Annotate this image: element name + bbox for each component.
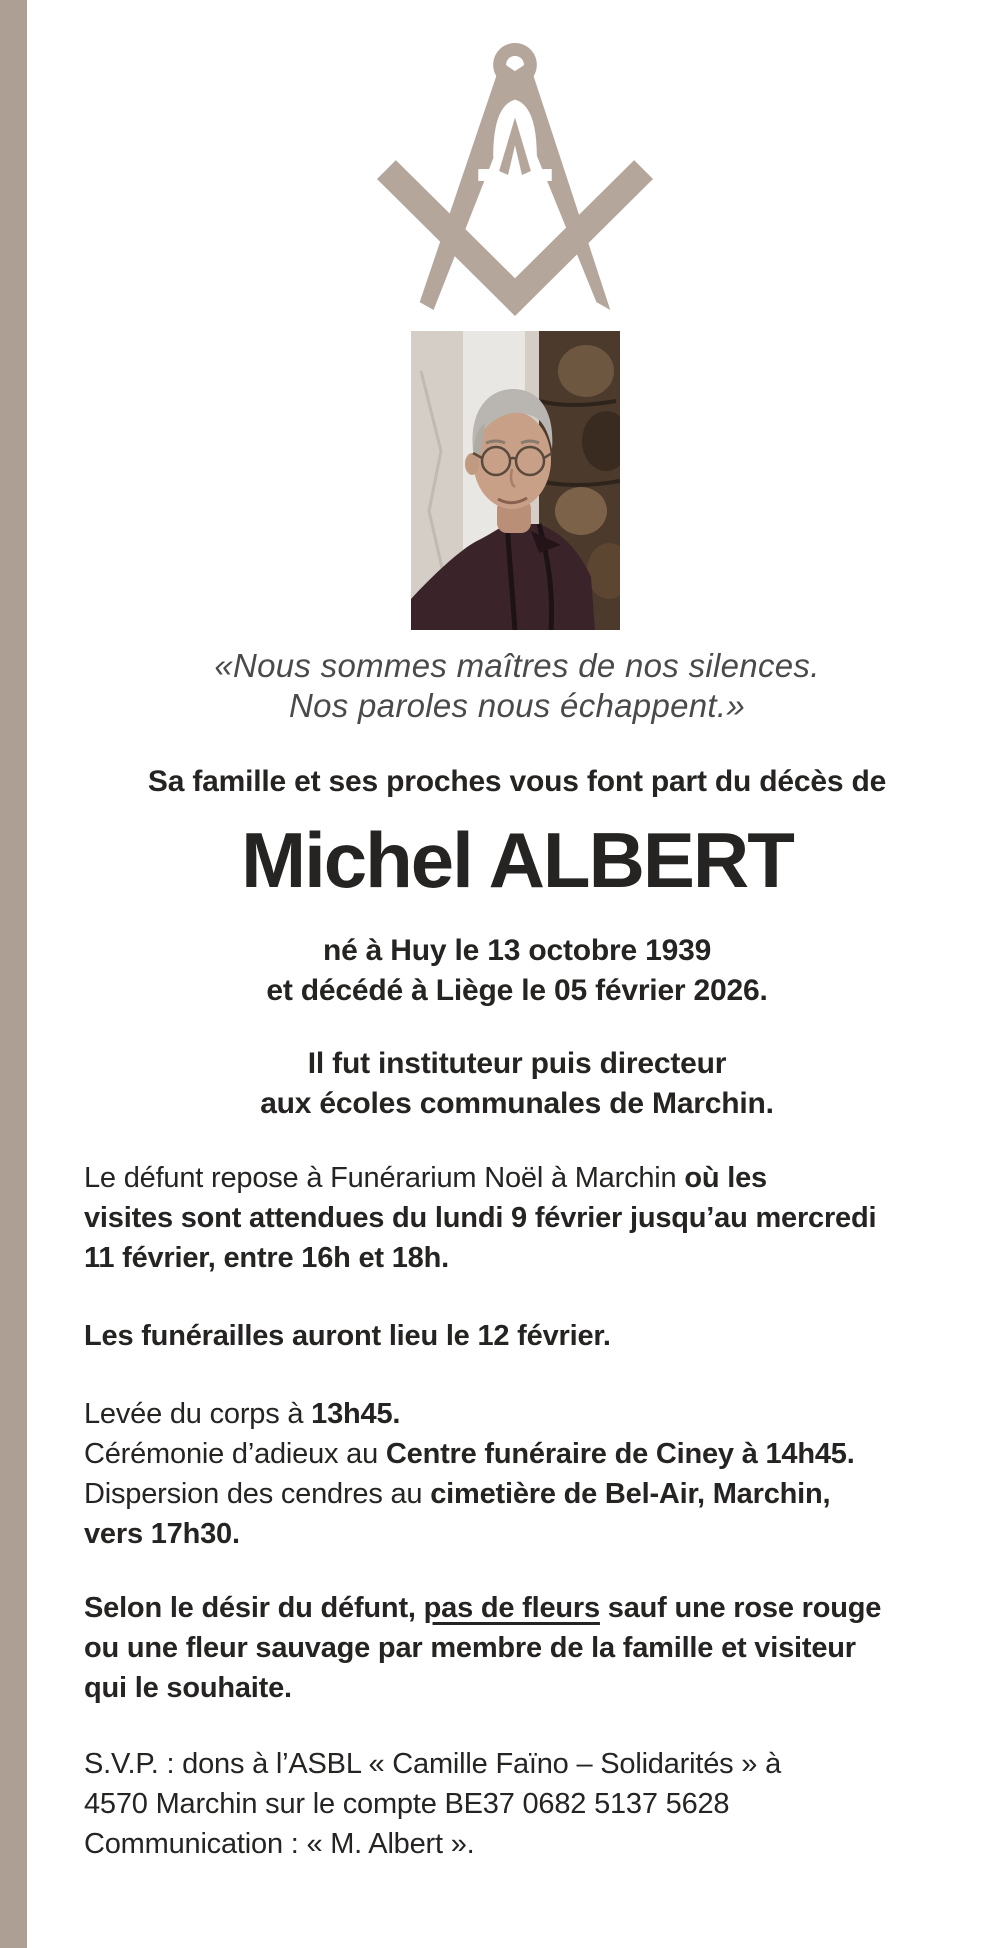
paragraph-line — [84, 1238, 964, 1278]
paragraph-line — [84, 1784, 964, 1824]
paragraph-line — [84, 1588, 964, 1628]
text-segment: Selon le désir du défunt, — [84, 1592, 424, 1624]
text-segment: 13h45. — [311, 1398, 401, 1430]
text-segment: S.V.P. : dons à l’ASBL « Camille Faïno – Solidarités » à — [84, 1748, 782, 1780]
text-segment: 11 février, entre 16h et 18h. — [84, 1242, 449, 1274]
text-segment: vers 17h30. — [84, 1518, 240, 1550]
text-segment: Cérémonie d’adieux au — [84, 1438, 386, 1470]
text-segment: 4570 Marchin sur le compte BE37 0682 5137 5628 — [84, 1788, 730, 1820]
text-segment: Le défunt repose à Funérarium Noël à Marchin — [84, 1162, 685, 1194]
text-segment: où les — [684, 1162, 767, 1194]
text-segment: Les funérailles auront lieu le 12 février. — [84, 1320, 611, 1352]
quote-line-1: «Nous sommes maîtres de nos silences. — [214, 647, 820, 684]
text-segment: Dispersion des cendres au — [84, 1478, 431, 1510]
career-block — [84, 1044, 950, 1124]
paragraph-dons — [84, 1744, 964, 1864]
paragraph-repose — [84, 1158, 964, 1278]
paragraph-line — [84, 1434, 964, 1474]
text-segment: cimetière de Bel-Air, Marchin, — [430, 1478, 831, 1510]
birth-death-block — [84, 931, 950, 1011]
text-segment: Levée du corps à — [84, 1398, 312, 1430]
deceased-name: Michel ALBERT — [241, 816, 793, 904]
text-segment: visites sont attendues du lundi 9 février jusqu’au mercredi — [84, 1202, 877, 1234]
paragraph-line — [84, 1198, 964, 1238]
paragraph-line — [84, 1628, 964, 1668]
text-segment: pas de fleurs — [423, 1592, 600, 1624]
paragraph-line — [84, 1474, 964, 1514]
paragraph-line — [84, 1824, 964, 1864]
memorial-quote — [84, 646, 950, 726]
paragraph-fleurs — [84, 1588, 964, 1708]
text-segment: ou une fleur sauvage par membre de la famille et visiteur — [84, 1632, 856, 1664]
paragraph-line — [84, 1744, 964, 1784]
text-segment: Communication : « M. Albert ». — [84, 1828, 475, 1860]
paragraph-line — [84, 1668, 964, 1708]
paragraph-funerailles — [84, 1316, 964, 1356]
quote-line-2: Nos paroles nous échappent.» — [288, 687, 746, 724]
portrait-photo — [411, 331, 620, 630]
paragraph-line — [84, 1394, 964, 1434]
paragraph-line — [84, 1158, 964, 1198]
birth-line: né à Huy le 13 octobre 1939 — [322, 934, 712, 967]
paragraph-ceremonie — [84, 1394, 964, 1554]
left-accent-bar — [0, 0, 27, 1948]
square-and-compasses-icon — [375, 40, 655, 318]
text-segment: Centre funéraire de Ciney à 14h45. — [385, 1438, 855, 1470]
announcement-line: Sa famille et ses proches vous font part du décès de — [147, 765, 887, 798]
death-line: et décédé à Liège le 05 février 2026. — [266, 974, 768, 1007]
paragraph-line — [84, 1316, 964, 1356]
career-line-2: aux écoles communales de Marchin. — [260, 1087, 774, 1120]
text-segment: qui le souhaite. — [84, 1672, 292, 1704]
paragraph-line — [84, 1514, 964, 1554]
text-segment: sauf une rose rouge — [599, 1592, 882, 1624]
career-line-1: Il fut instituteur puis directeur — [307, 1047, 727, 1080]
